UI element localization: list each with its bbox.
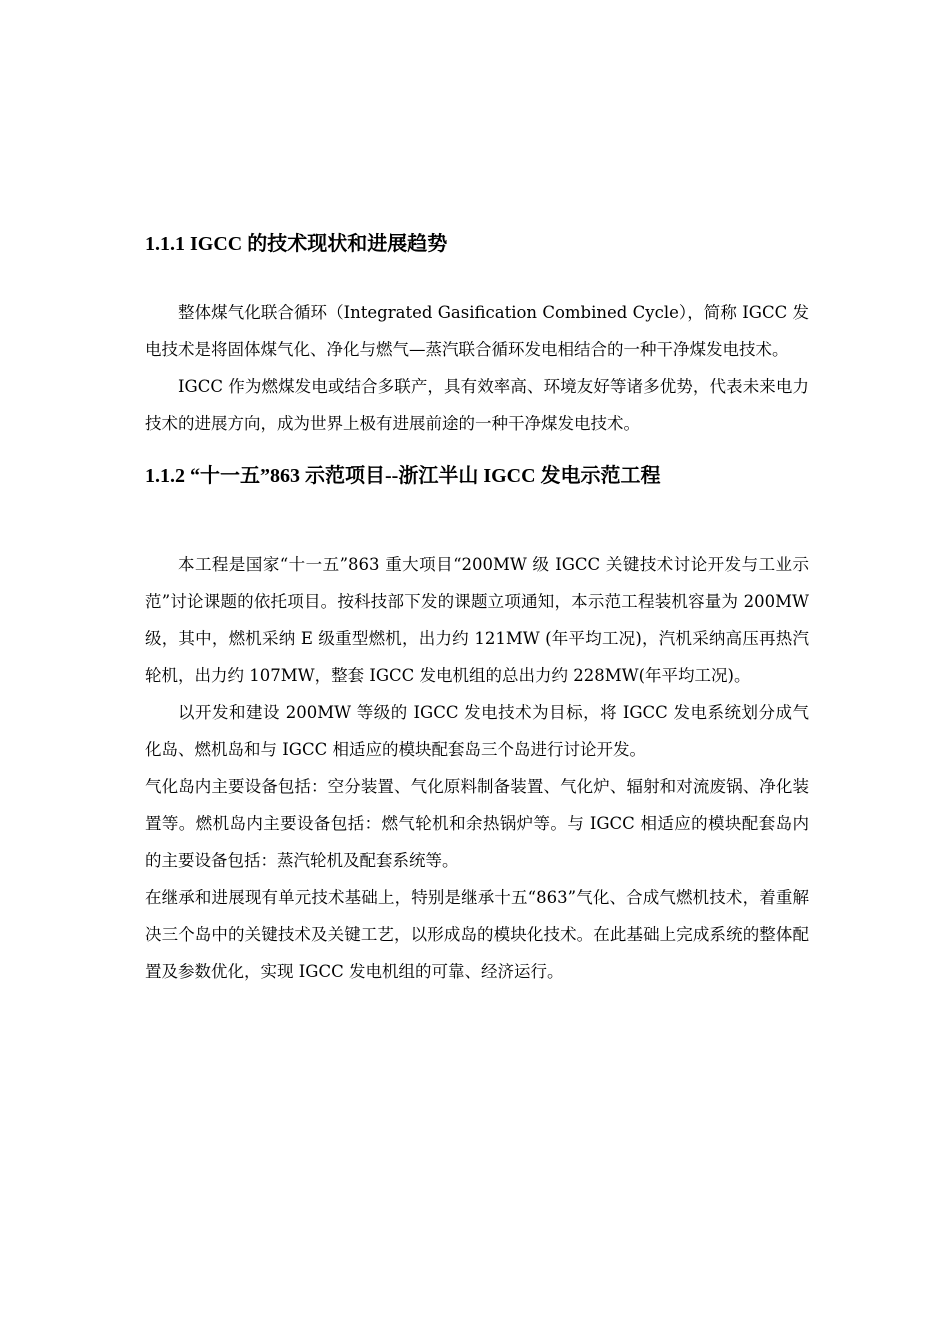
document-content	[145, 230, 809, 990]
paragraph: 气化岛内主要设备包括：空分装置、气化原料制备装置、气化炉、辐射和对流废锅、净化装置等。燃机岛内主要设备包括：燃气轮机和余热锅炉等。与 IGCC 相适应的模块配套岛内的主要设备包括：蒸汽轮机及配套系统等。	[145, 777, 809, 870]
section-heading-1-1-1: 1.1.1 IGCC 的技术现状和进展趋势	[145, 233, 448, 255]
paragraph: 本工程是国家“十一五”863 重大项目“200MW 级 IGCC 关键技术讨论开发与工业示范”讨论课题的依托项目。按科技部下发的课题立项通知，本示范工程装机容量为 200MW 级，其中，燃机采纳 E 级重型燃机，出力约 121MW (年平均工况)，汽机采纳高压再热汽轮机，出力约 107MW，整套 IGCC 发电机组的总出力约 228MW(年平均工况)。	[145, 555, 809, 685]
paragraph: IGCC 作为燃煤发电或结合多联产，具有效率高、环境友好等诸多优势，代表未来电力技术的进展方向，成为世界上极有进展前途的一种干净煤发电技术。	[145, 377, 809, 433]
section-body-1-1-2	[145, 546, 809, 990]
paragraph: 整体煤气化联合循环（Integrated Gasification Combined Cycle），简称 IGCC 发电技术是将固体煤气化、净化与燃气—蒸汽联合循环发电相结合的一种干净煤发电技术。	[145, 303, 809, 359]
section-heading-1-1-2: 1.1.2 “十一五”863 示范项目--浙江半山 IGCC 发电示范工程	[145, 465, 661, 487]
paragraph: 在继承和进展现有单元技术基础上，特别是继承十五“863”气化、合成气燃机技术，着重解决三个岛中的关键技术及关键工艺，以形成岛的模块化技术。在此基础上完成系统的整体配置及参数优化，实现 IGCC 发电机组的可靠、经济运行。	[145, 888, 809, 981]
paragraph: 以开发和建设 200MW 等级的 IGCC 发电技术为目标，将 IGCC 发电系统划分成气化岛、燃机岛和与 IGCC 相适应的模块配套岛三个岛进行讨论开发。	[145, 703, 809, 759]
section-body-1-1-1	[145, 294, 809, 442]
